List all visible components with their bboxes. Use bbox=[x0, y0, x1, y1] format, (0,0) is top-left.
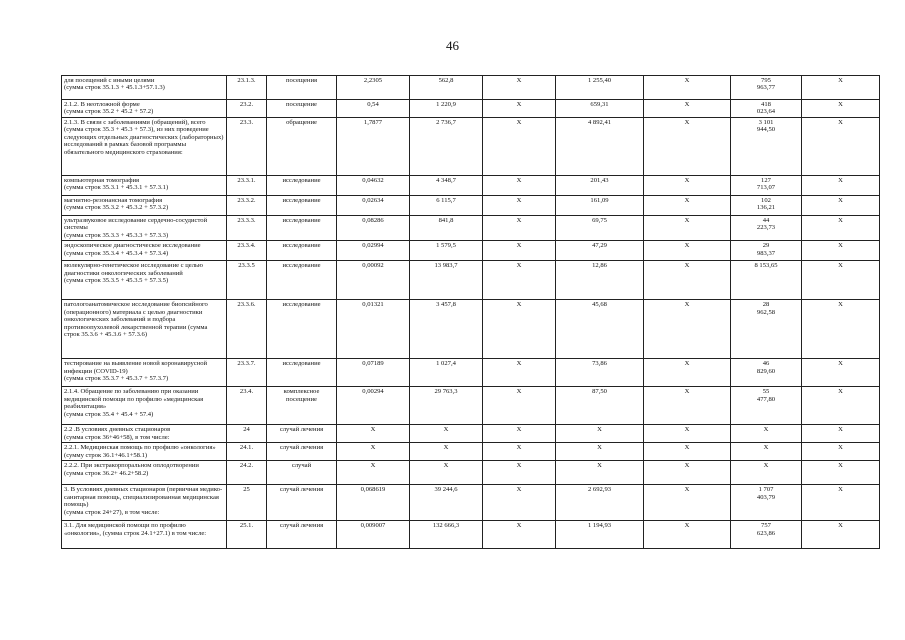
row-col8: X bbox=[644, 461, 731, 485]
row-unit: случай лечения bbox=[267, 485, 337, 521]
row-col8: X bbox=[644, 300, 731, 359]
row-code: 25 bbox=[227, 485, 267, 521]
row-code: 23.3.5 bbox=[227, 261, 267, 300]
row-col7: 87,50 bbox=[556, 387, 644, 425]
row-col10: X bbox=[802, 100, 880, 118]
row-total: 46 829,60 bbox=[731, 359, 802, 387]
row-unit: исследование bbox=[267, 215, 337, 240]
row-norm: 0,00294 bbox=[337, 387, 410, 425]
row-col6: X bbox=[483, 485, 556, 521]
row-col8: X bbox=[644, 195, 731, 215]
row-col8: X bbox=[644, 485, 731, 521]
row-col6: X bbox=[483, 387, 556, 425]
row-total: 29 983,37 bbox=[731, 241, 802, 261]
row-col10: X bbox=[802, 76, 880, 100]
row-total: X bbox=[731, 461, 802, 485]
row-unit: исследование bbox=[267, 241, 337, 261]
financial-table bbox=[61, 75, 880, 549]
row-total: 127 713,07 bbox=[731, 175, 802, 195]
row-total: 3 101 944,50 bbox=[731, 117, 802, 175]
row-code: 23.3.3. bbox=[227, 215, 267, 240]
row-total: 795 963,77 bbox=[731, 76, 802, 100]
row-col6: X bbox=[483, 261, 556, 300]
row-code: 23.3.2. bbox=[227, 195, 267, 215]
row-col8: X bbox=[644, 175, 731, 195]
row-cost: 13 983,7 bbox=[410, 261, 483, 300]
row-unit: комплексное посещение bbox=[267, 387, 337, 425]
table-row bbox=[62, 241, 880, 261]
row-code: 25.1. bbox=[227, 521, 267, 549]
row-norm: 0,00092 bbox=[337, 261, 410, 300]
page-number: 46 bbox=[446, 38, 459, 53]
row-unit: случай bbox=[267, 461, 337, 485]
row-col10: X bbox=[802, 443, 880, 461]
row-cost: 132 666,3 bbox=[410, 521, 483, 549]
row-name: 2.2 .В условиях дневных стационаров (сумма строк 36+46+58), в том числе: bbox=[62, 425, 227, 443]
row-col8: X bbox=[644, 100, 731, 118]
row-total: X bbox=[731, 425, 802, 443]
row-cost: 1 579,5 bbox=[410, 241, 483, 261]
row-cost: 841,8 bbox=[410, 215, 483, 240]
row-cost: 4 348,7 bbox=[410, 175, 483, 195]
table-row bbox=[62, 485, 880, 521]
row-norm: 0,08286 bbox=[337, 215, 410, 240]
row-name: для посещений с иными целями (сумма строк 35.1.3 + 45.1.3+57.1.3) bbox=[62, 76, 227, 100]
row-col7: 69,75 bbox=[556, 215, 644, 240]
row-unit: посещения bbox=[267, 76, 337, 100]
row-total: 28 962,58 bbox=[731, 300, 802, 359]
table-row bbox=[62, 387, 880, 425]
row-total: 1 707 403,79 bbox=[731, 485, 802, 521]
row-col10: X bbox=[802, 241, 880, 261]
row-col6: X bbox=[483, 425, 556, 443]
row-col7: X bbox=[556, 461, 644, 485]
row-cost: X bbox=[410, 443, 483, 461]
table-row bbox=[62, 300, 880, 359]
row-col7: 1 255,40 bbox=[556, 76, 644, 100]
row-name: 2.1.2. В неотложной форме (сумма строк 35.2 + 45.2 + 57.2) bbox=[62, 100, 227, 118]
row-name: 2.2.1. Медицинская помощь по профилю «онкология» (сумму строк 36.1+46.1+58.1) bbox=[62, 443, 227, 461]
row-name: 3. В условиях дневных стационаров (первичная медико-санитарная помощь, специализированная медицинская помощь) (сумма строк 24+27), в том числе: bbox=[62, 485, 227, 521]
row-col6: X bbox=[483, 100, 556, 118]
row-col6: X bbox=[483, 76, 556, 100]
row-unit: обращение bbox=[267, 117, 337, 175]
row-code: 23.1.3. bbox=[227, 76, 267, 100]
row-cost: X bbox=[410, 461, 483, 485]
row-col8: X bbox=[644, 117, 731, 175]
row-norm: X bbox=[337, 443, 410, 461]
row-total: 757 623,86 bbox=[731, 521, 802, 549]
row-col7: 659,31 bbox=[556, 100, 644, 118]
row-col6: X bbox=[483, 117, 556, 175]
row-col7: 1 194,93 bbox=[556, 521, 644, 549]
row-col10: X bbox=[802, 117, 880, 175]
row-col8: X bbox=[644, 387, 731, 425]
row-col8: X bbox=[644, 261, 731, 300]
row-col8: X bbox=[644, 76, 731, 100]
row-col6: X bbox=[483, 521, 556, 549]
row-col7: 45,68 bbox=[556, 300, 644, 359]
row-code: 23.3.4. bbox=[227, 241, 267, 261]
row-code: 23.3. bbox=[227, 117, 267, 175]
row-col10: X bbox=[802, 521, 880, 549]
table-row bbox=[62, 100, 880, 118]
row-total: 44 223,73 bbox=[731, 215, 802, 240]
row-name: патологоанатомическое исследование биопсийного (операционного) материала с целью диагностики онкологических заболеваний и подбора противоопухолевой лекарственной терапии (сумма строк 35.3.6 + 45.3.6 + 57.3.6) bbox=[62, 300, 227, 359]
row-unit: исследование bbox=[267, 300, 337, 359]
row-col8: X bbox=[644, 215, 731, 240]
row-col6: X bbox=[483, 359, 556, 387]
row-code: 23.4. bbox=[227, 387, 267, 425]
row-col6: X bbox=[483, 215, 556, 240]
row-col7: X bbox=[556, 443, 644, 461]
row-unit: исследование bbox=[267, 175, 337, 195]
row-col6: X bbox=[483, 175, 556, 195]
row-norm: X bbox=[337, 425, 410, 443]
row-code: 24.2. bbox=[227, 461, 267, 485]
row-code: 24.1. bbox=[227, 443, 267, 461]
row-col7: 73,86 bbox=[556, 359, 644, 387]
row-code: 23.3.7. bbox=[227, 359, 267, 387]
row-unit: случай лечения bbox=[267, 521, 337, 549]
row-unit: исследование bbox=[267, 359, 337, 387]
row-col10: X bbox=[802, 387, 880, 425]
row-total: 418 023,64 bbox=[731, 100, 802, 118]
row-name: молекулярно-генетическое исследование с целью диагностики онкологических заболеваний (сумма строк 35.3.5 + 45.3.5 + 57.3.5) bbox=[62, 261, 227, 300]
row-total: X bbox=[731, 443, 802, 461]
row-norm: 0,04632 bbox=[337, 175, 410, 195]
row-col7: 47,29 bbox=[556, 241, 644, 261]
row-col7: 201,43 bbox=[556, 175, 644, 195]
table-row bbox=[62, 117, 880, 175]
row-col8: X bbox=[644, 241, 731, 261]
row-norm: 0,02634 bbox=[337, 195, 410, 215]
row-col6: X bbox=[483, 461, 556, 485]
table-row bbox=[62, 175, 880, 195]
row-col10: X bbox=[802, 300, 880, 359]
row-name: 2.1.4. Обращение по заболеванию при оказании медицинской помощи по профилю «медицинская реабилитация» (сумма строк 35.4 + 45.4 + 57.4) bbox=[62, 387, 227, 425]
row-col10: X bbox=[802, 175, 880, 195]
row-col8: X bbox=[644, 521, 731, 549]
row-name: 3.1. Для медицинской помощи по профилю «онкология», (сумма строк 24.1+27.1) в том числе: bbox=[62, 521, 227, 549]
row-col7: 161,09 bbox=[556, 195, 644, 215]
row-col6: X bbox=[483, 300, 556, 359]
table-row bbox=[62, 195, 880, 215]
row-name: эндоскопическое диагностическое исследование (сумма строк 35.3.4 + 45.3.4 + 57.3.4) bbox=[62, 241, 227, 261]
row-norm: 0,07189 bbox=[337, 359, 410, 387]
row-col10: X bbox=[802, 485, 880, 521]
row-cost: X bbox=[410, 425, 483, 443]
row-col7: 2 692,93 bbox=[556, 485, 644, 521]
row-col10: X bbox=[802, 461, 880, 485]
table-row bbox=[62, 425, 880, 443]
row-total: 55 477,80 bbox=[731, 387, 802, 425]
row-code: 23.3.6. bbox=[227, 300, 267, 359]
row-col10: X bbox=[802, 195, 880, 215]
row-total: 102 136,21 bbox=[731, 195, 802, 215]
table-row bbox=[62, 261, 880, 300]
row-unit: посещение bbox=[267, 100, 337, 118]
row-col6: X bbox=[483, 195, 556, 215]
row-col10: X bbox=[802, 425, 880, 443]
row-name: компьютерная томография (сумма строк 35.3.1 + 45.3.1 + 57.3.1) bbox=[62, 175, 227, 195]
row-col8: X bbox=[644, 359, 731, 387]
table-row bbox=[62, 76, 880, 100]
row-cost: 3 457,8 bbox=[410, 300, 483, 359]
row-name: тестирование на выявление новой коронавирусной инфекции (COVID-19) (сумма строк 35.3.7 + 45.3.7 + 57.3.7) bbox=[62, 359, 227, 387]
row-norm: 0,01321 bbox=[337, 300, 410, 359]
row-col6: X bbox=[483, 241, 556, 261]
row-total: 8 153,65 bbox=[731, 261, 802, 300]
row-col10: X bbox=[802, 359, 880, 387]
row-code: 23.2. bbox=[227, 100, 267, 118]
row-name: ультразвуковое исследование сердечно-сосудистой системы (сумма строк 35.3.3 + 45.3.3 + 57.3.3) bbox=[62, 215, 227, 240]
row-col10: X bbox=[802, 215, 880, 240]
row-unit: случай лечения bbox=[267, 443, 337, 461]
row-col6: X bbox=[483, 443, 556, 461]
row-col7: 12,86 bbox=[556, 261, 644, 300]
table-row bbox=[62, 461, 880, 485]
row-name: магнитно-резонансная томография (сумма строк 35.3.2 + 45.3.2 + 57.3.2) bbox=[62, 195, 227, 215]
row-norm: 2,2305 bbox=[337, 76, 410, 100]
row-col10: X bbox=[802, 261, 880, 300]
table-row bbox=[62, 215, 880, 240]
row-unit: исследование bbox=[267, 195, 337, 215]
row-name: 2.1.3. В связи с заболеваниями (обращений), всего (сумма строк 35.3 + 45.3 + 57.3), из них проведение следующих отдельных диагностических (лабораторных) исследований в рамках базовой программы обязательного медицинского страхования: bbox=[62, 117, 227, 175]
row-code: 24 bbox=[227, 425, 267, 443]
row-norm: 0,54 bbox=[337, 100, 410, 118]
row-cost: 6 115,7 bbox=[410, 195, 483, 215]
row-unit: случай лечения bbox=[267, 425, 337, 443]
row-norm: X bbox=[337, 461, 410, 485]
row-cost: 1 220,9 bbox=[410, 100, 483, 118]
row-code: 23.3.1. bbox=[227, 175, 267, 195]
row-cost: 2 736,7 bbox=[410, 117, 483, 175]
table-row bbox=[62, 359, 880, 387]
row-col7: 4 892,41 bbox=[556, 117, 644, 175]
row-norm: 1,7877 bbox=[337, 117, 410, 175]
row-cost: 1 027,4 bbox=[410, 359, 483, 387]
row-cost: 39 244,6 bbox=[410, 485, 483, 521]
row-col8: X bbox=[644, 425, 731, 443]
row-col7: X bbox=[556, 425, 644, 443]
row-norm: 0,02994 bbox=[337, 241, 410, 261]
row-norm: 0,009007 bbox=[337, 521, 410, 549]
row-norm: 0,068619 bbox=[337, 485, 410, 521]
row-cost: 562,8 bbox=[410, 76, 483, 100]
row-name: 2.2.2. При экстракорпоральном оплодотворении (сумма строк 36.2+ 46.2+58.2) bbox=[62, 461, 227, 485]
row-col8: X bbox=[644, 443, 731, 461]
table-row bbox=[62, 521, 880, 549]
row-cost: 29 763,3 bbox=[410, 387, 483, 425]
row-unit: исследование bbox=[267, 261, 337, 300]
table-row bbox=[62, 443, 880, 461]
